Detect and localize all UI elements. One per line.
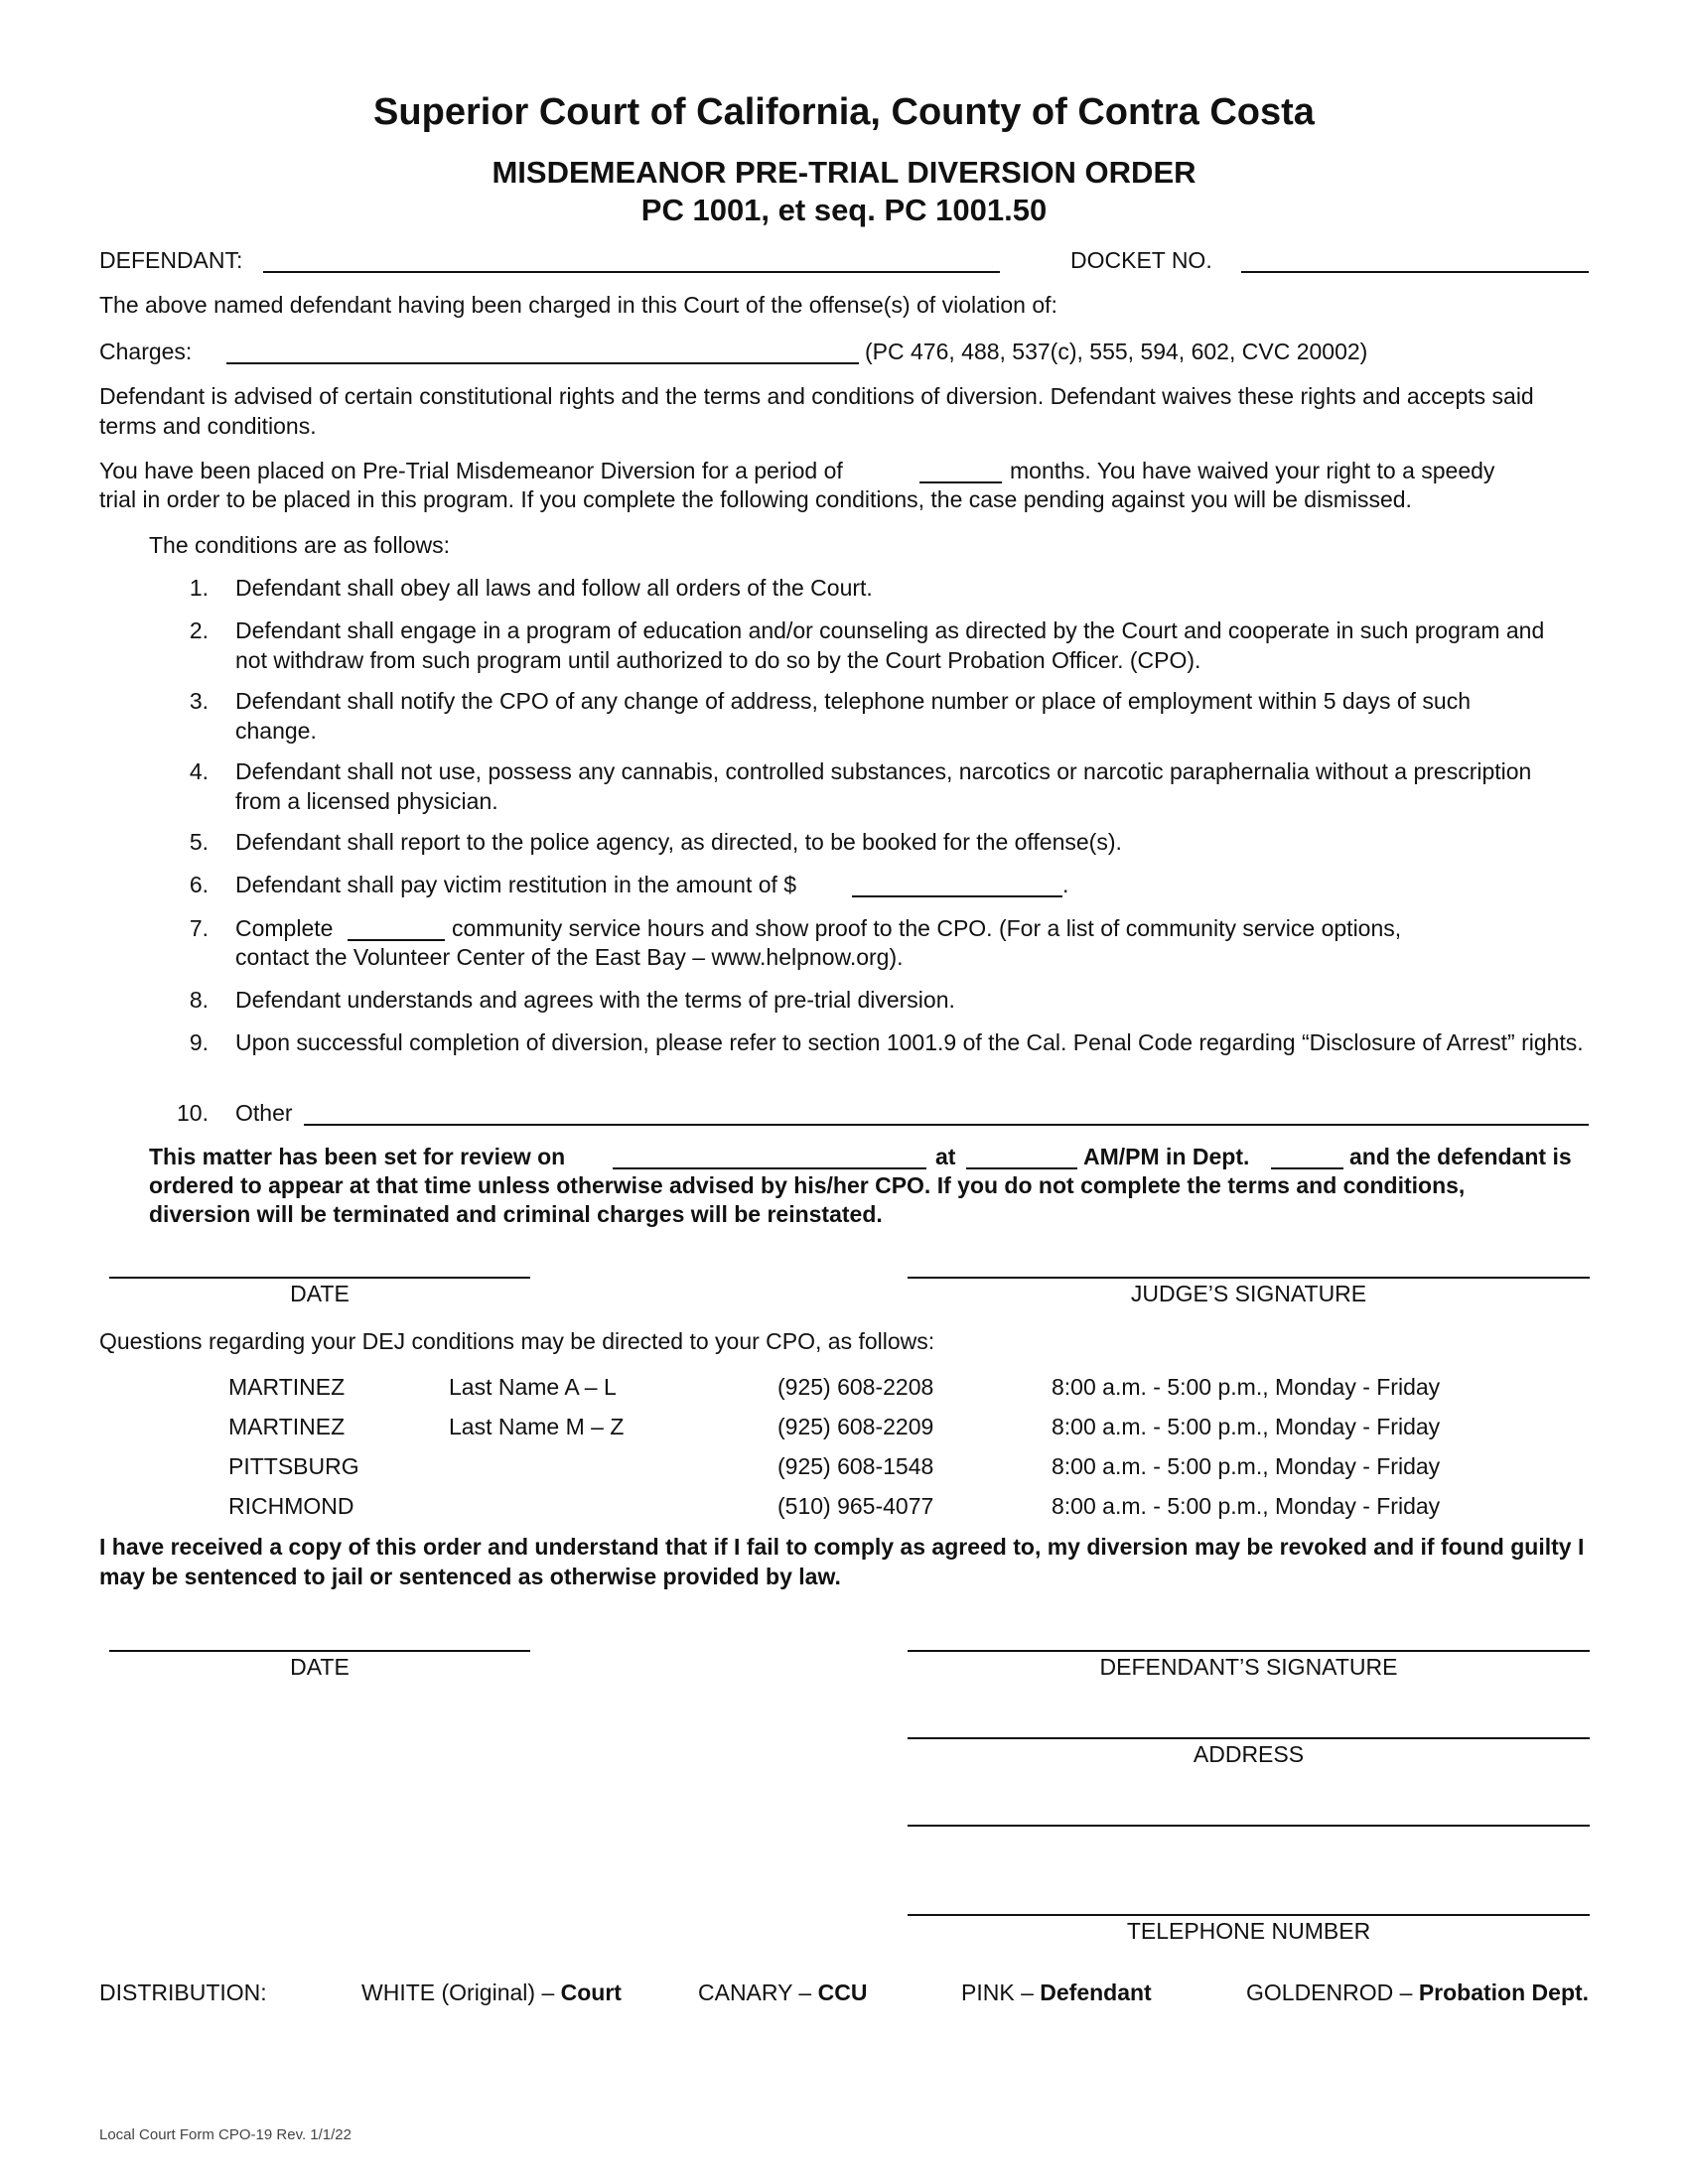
docket-label: DOCKET NO. <box>1070 247 1212 273</box>
condition-text: Defendant shall engage in a program of education and/or counseling as directed by the Court and cooperate in such program and not withdraw from such program until authorized to do so by the Court Probation Officer. (CPO). <box>235 617 1545 673</box>
distribution-item-court <box>361 1978 622 2007</box>
condition-text: Defendant understands and agrees with the terms of pre-trial diversion. <box>235 987 955 1013</box>
defendant-field[interactable] <box>263 271 1000 273</box>
charges-field[interactable] <box>226 362 859 364</box>
condition-text: Upon successful completion of diversion, please refer to section 1001.9 of the Cal. Penal Code regarding “Disclosure of Arrest” rights. <box>235 1029 1584 1055</box>
period-text-pre: You have been placed on Pre-Trial Misdemeanor Diversion for a period of <box>99 458 843 483</box>
condition-text: Defendant shall pay victim restitution in the amount of $ <box>235 872 797 897</box>
condition-text: Defendant shall not use, possess any cannabis, controlled substances, narcotics or narcotic paraphernalia without a prescription from a licensed physician. <box>235 758 1532 814</box>
distribution-item-defendant <box>961 1978 1152 2007</box>
distribution-color: PINK – <box>961 1979 1034 2005</box>
condition-number: 3. <box>189 688 209 714</box>
defendant-label: DEFENDANT: <box>99 247 243 273</box>
condition-number: 6. <box>189 872 209 897</box>
review-dept-field[interactable] <box>1271 1167 1343 1169</box>
condition-text: Other <box>235 1100 293 1126</box>
condition-number: 8. <box>189 987 209 1013</box>
conditions-intro: The conditions are as follows: <box>149 532 450 558</box>
service-hours-field[interactable] <box>348 939 445 941</box>
acknowledgment-text: I have received a copy of this order and understand that if I fail to comply as agreed to, my diversion may be revoked and if found guilty I may be sentenced to jail or sentenced as otherwise provided by law. <box>99 1534 1585 1589</box>
condition-text-post-1: community service hours and show proof to the CPO. (For a list of community service options, <box>452 915 1402 941</box>
charges-codes: (PC 476, 488, 537(c), 555, 594, 602, CVC 20002) <box>865 339 1368 364</box>
contacts-intro: Questions regarding your DEJ conditions may be directed to your CPO, as follows: <box>99 1328 935 1354</box>
condition-text-post-2: contact the Volunteer Center of the East Bay – www.helpnow.org). <box>235 944 904 970</box>
distribution-color: WHITE (Original) – <box>361 1979 555 2005</box>
period-dot: . <box>1062 872 1069 897</box>
charges-label: Charges: <box>99 339 193 364</box>
review-text-2: at <box>935 1144 956 1169</box>
distribution-label: DISTRIBUTION: <box>99 1979 267 2005</box>
intro-text: The above named defendant having been charged in this Court of the offense(s) of violation of: <box>99 292 1057 318</box>
contact-office: MARTINEZ <box>228 1374 346 1400</box>
condition-number: 4. <box>189 758 209 784</box>
review-date-field[interactable] <box>613 1167 926 1169</box>
contact-office: MARTINEZ <box>228 1414 346 1439</box>
condition-number: 10. <box>177 1100 209 1126</box>
telephone-label: TELEPHONE NUMBER <box>1126 1918 1371 1944</box>
distribution-dest: Defendant <box>1040 1979 1152 2005</box>
restitution-amount-field[interactable] <box>852 895 1062 897</box>
rights-text: Defendant is advised of certain constitutional rights and the terms and conditions of diversion. Defendant waives these rights and accepts said terms and conditions. <box>99 383 1534 439</box>
contact-hours: 8:00 a.m. - 5:00 p.m., Monday - Friday <box>1052 1414 1441 1439</box>
period-months-field[interactable] <box>919 481 1002 483</box>
contact-hours: 8:00 a.m. - 5:00 p.m., Monday - Friday <box>1052 1374 1441 1400</box>
condition-number: 5. <box>189 829 209 855</box>
condition-text: Defendant shall notify the CPO of any change of address, telephone number or place of employment within 5 days of such change. <box>235 688 1472 744</box>
distribution-dest: Probation Dept. <box>1418 1979 1590 2005</box>
condition-number: 7. <box>189 915 209 941</box>
review-text-4c: diversion will be terminated and criminal charges will be reinstated. <box>149 1201 883 1227</box>
period-text-post-2: trial in order to be placed in this program. If you complete the following conditions, the case pending against you will be dismissed. <box>99 486 1412 512</box>
contact-phone: (925) 608-2208 <box>777 1374 934 1400</box>
distribution-color: GOLDENROD – <box>1246 1979 1413 2005</box>
condition-number: 1. <box>189 575 209 601</box>
distribution-dest: CCU <box>817 1979 868 2005</box>
review-text-4a: and the defendant is <box>1349 1144 1572 1169</box>
defendant-signature-label: DEFENDANT’S SIGNATURE <box>1099 1654 1398 1680</box>
distribution-color: CANARY – <box>698 1979 812 2005</box>
distribution-dest: Court <box>560 1979 622 2005</box>
condition-text-pre: Complete <box>235 915 334 941</box>
address-label: ADDRESS <box>1193 1741 1305 1767</box>
contact-names: Last Name A – L <box>449 1374 617 1400</box>
form-title: MISDEMEANOR PRE-TRIAL DIVERSION ORDER <box>492 155 1196 190</box>
form-number-footer: Local Court Form CPO-19 Rev. 1/1/22 <box>99 2126 352 2143</box>
condition-text: Defendant shall report to the police agency, as directed, to be booked for the offense(s). <box>235 829 1122 855</box>
distribution-item-probation <box>1246 1978 1589 2007</box>
docket-field[interactable] <box>1241 271 1589 273</box>
contact-names: Last Name M – Z <box>449 1414 625 1439</box>
court-title: Superior Court of California, County of Contra Costa <box>373 91 1315 133</box>
form-statute: PC 1001, et seq. PC 1001.50 <box>640 193 1048 227</box>
contact-hours: 8:00 a.m. - 5:00 p.m., Monday - Friday <box>1052 1453 1441 1479</box>
distribution-item-ccu <box>698 1978 867 2007</box>
contact-office: PITTSBURG <box>228 1453 359 1479</box>
review-text-1: This matter has been set for review on <box>149 1144 566 1169</box>
condition-number: 2. <box>189 617 209 643</box>
contact-phone: (925) 608-2209 <box>777 1414 934 1439</box>
review-text-3: AM/PM in Dept. <box>1083 1144 1250 1169</box>
review-text-4b: ordered to appear at that time unless otherwise advised by his/her CPO. If you do not complete the terms and conditions, <box>149 1172 1466 1198</box>
condition-number: 9. <box>189 1029 209 1055</box>
condition-text: Defendant shall obey all laws and follow all orders of the Court. <box>235 575 873 601</box>
review-time-field[interactable] <box>966 1167 1077 1169</box>
other-field[interactable] <box>304 1124 1589 1126</box>
period-text-post-1: months. You have waived your right to a speedy <box>1010 458 1495 483</box>
address-line-2[interactable] <box>908 1825 1590 1827</box>
contact-phone: (925) 608-1548 <box>777 1453 934 1479</box>
defendant-date-label: DATE <box>290 1654 350 1680</box>
date-label: DATE <box>290 1281 350 1306</box>
contact-hours: 8:00 a.m. - 5:00 p.m., Monday - Friday <box>1052 1493 1441 1519</box>
contact-office: RICHMOND <box>228 1493 354 1519</box>
judge-signature-label: JUDGE’S SIGNATURE <box>1130 1281 1367 1306</box>
contact-phone: (510) 965-4077 <box>777 1493 934 1519</box>
